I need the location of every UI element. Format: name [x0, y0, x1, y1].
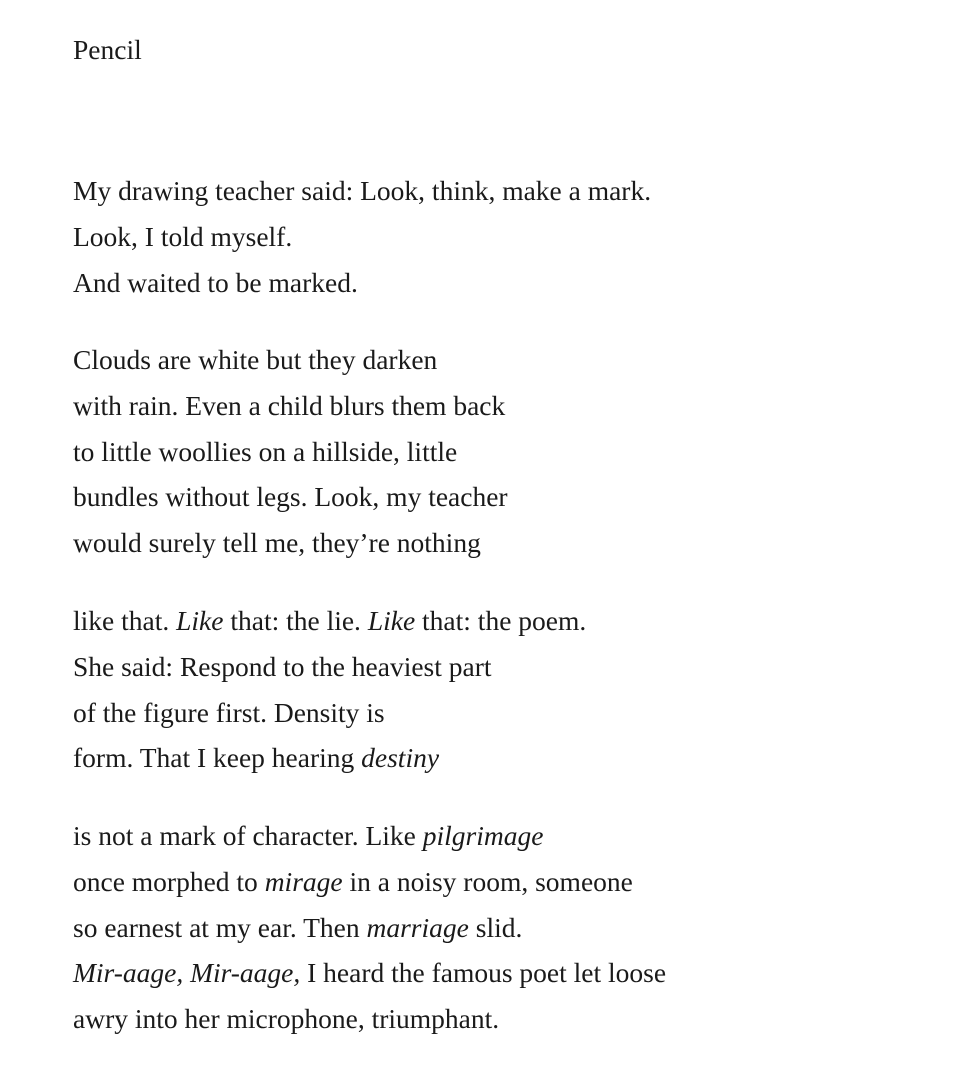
line-text: I heard the famous poet let loose	[300, 957, 667, 989]
poem-line: My drawing teacher said: Look, think, make a mark.	[73, 175, 652, 206]
poem-line	[73, 864, 666, 910]
italic-word: Mir-aage, Mir-aage,	[73, 957, 301, 989]
line-text: slid.	[468, 911, 523, 943]
italic-word: pilgrimage	[422, 820, 544, 851]
line-text: so earnest at my ear. Then	[73, 911, 367, 943]
poem-line: bundles without legs. Look, my teacher	[73, 481, 508, 513]
italic-word: destiny	[361, 742, 440, 774]
poem-line	[73, 603, 586, 649]
poem-line: She said: Respond to the heaviest part	[73, 650, 492, 682]
poem-line	[73, 740, 586, 786]
stanza	[73, 603, 586, 786]
line-text: once morphed to	[73, 865, 265, 897]
italic-word: marriage	[366, 911, 469, 943]
line-text: in a noisy room, someone	[342, 865, 633, 897]
italic-word: mirage	[264, 865, 343, 897]
poem-line: And waited to be marked.	[73, 266, 358, 298]
poem-line	[73, 818, 666, 864]
poem-line: to little woollies on a hillside, little	[73, 435, 458, 467]
stanza	[73, 342, 508, 571]
stanza	[73, 173, 651, 310]
line-text: is not a mark of character. Like	[73, 820, 423, 851]
stanza	[73, 818, 666, 1047]
line-text: form. That I keep hearing	[73, 742, 362, 774]
poem-line: of the figure first. Density is	[73, 696, 385, 728]
poem-line: Clouds are white but they darken	[73, 344, 438, 375]
poem-line: awry into her microphone, triumphant.	[73, 1003, 500, 1035]
italic-word: Like	[367, 605, 416, 636]
poem-line: would surely tell me, they’re nothing	[73, 527, 481, 559]
poem-title: Pencil	[73, 34, 142, 65]
line-text: that: the poem.	[415, 605, 587, 636]
line-text: that: the lie.	[223, 605, 368, 636]
poem-line	[73, 955, 666, 1001]
line-text: like that.	[73, 605, 177, 636]
italic-word: Like	[176, 605, 224, 636]
poem-line: Look, I told myself.	[73, 220, 293, 252]
poem-line	[73, 910, 666, 956]
poem-line: with rain. Even a child blurs them back	[73, 389, 506, 421]
